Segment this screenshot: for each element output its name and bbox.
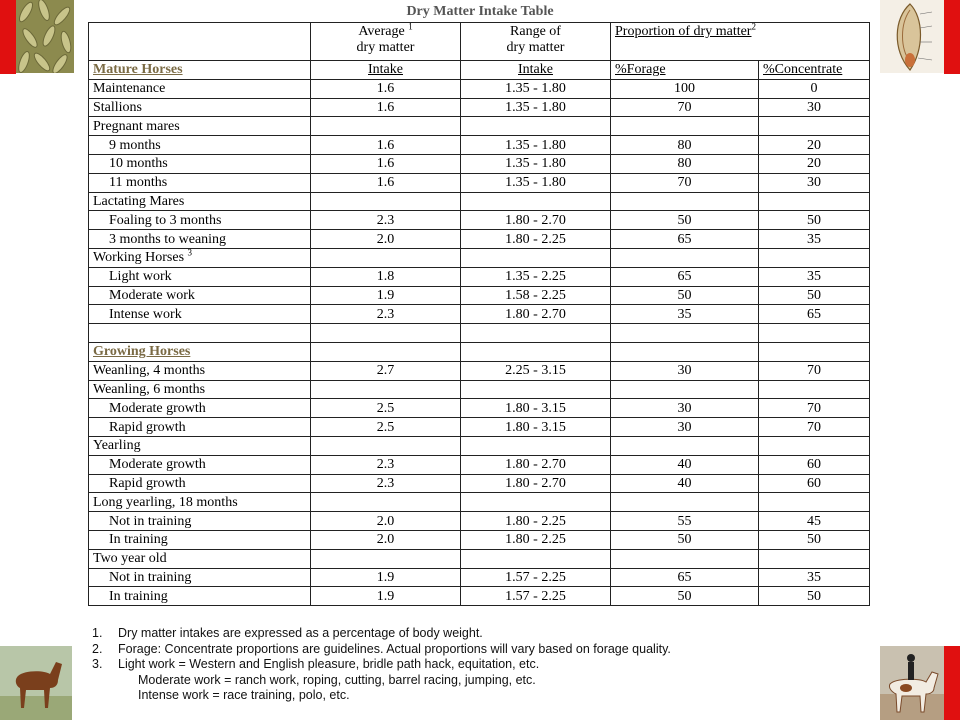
- intake-range-cell: 1.80 - 2.25: [461, 230, 611, 249]
- row-label: Not in training: [89, 568, 311, 587]
- concentrate-cell: 35: [759, 230, 870, 249]
- horse-photo: [0, 646, 72, 720]
- concentrate-cell: 70: [759, 361, 870, 380]
- footnote-number: 2.: [92, 641, 103, 656]
- intake-range-cell: [461, 380, 611, 399]
- table-row: [89, 380, 870, 399]
- avg-intake-cell: 1.6: [311, 173, 461, 192]
- row-label: Weanling, 4 months: [89, 361, 311, 380]
- dry-matter-intake-table: [88, 22, 870, 606]
- concentrate-cell: 50: [759, 587, 870, 606]
- table-row: [89, 117, 870, 136]
- avg-intake-cell: 1.6: [311, 136, 461, 155]
- table-row: [89, 154, 870, 173]
- row-label: In training: [89, 530, 311, 549]
- concentrate-cell: 20: [759, 154, 870, 173]
- concentrate-cell: 50: [759, 211, 870, 230]
- blank-cell: [759, 324, 870, 343]
- forage-cell: [611, 192, 759, 211]
- avg-intake-cell: [311, 549, 461, 568]
- row-label: Rapid growth: [89, 418, 311, 437]
- blank-cell: [89, 324, 311, 343]
- intake-range-cell: 1.35 - 1.80: [461, 79, 611, 98]
- table-row: [89, 230, 870, 249]
- footnote-text: Light work = Western and English pleasure, bridle path hack, equitation, etc.: [118, 657, 540, 671]
- footnotes: [92, 626, 671, 704]
- table-row: [89, 399, 870, 418]
- avg-intake-cell: 2.0: [311, 530, 461, 549]
- header-average: Average $^1$ dry matter: [311, 23, 461, 61]
- intake-range-cell: 1.80 - 2.70: [461, 305, 611, 324]
- table-row: [89, 136, 870, 155]
- row-label: Lactating Mares: [89, 192, 311, 211]
- section-heading-cell: [89, 342, 311, 361]
- avg-intake-cell: 2.5: [311, 418, 461, 437]
- forage-cell: 65: [611, 230, 759, 249]
- concentrate-cell: 60: [759, 474, 870, 493]
- intake-range-cell: 1.80 - 2.70: [461, 474, 611, 493]
- table-title: Dry Matter Intake Table: [406, 4, 554, 19]
- row-label: Working Horses $^3$: [89, 248, 311, 267]
- table-row: [89, 493, 870, 512]
- concentrate-cell: 30: [759, 98, 870, 117]
- table-row: [89, 549, 870, 568]
- intake-range-cell: [461, 248, 611, 267]
- concentrate-cell: 45: [759, 512, 870, 531]
- table-row: [89, 192, 870, 211]
- rider-on-horse-photo: [880, 646, 944, 720]
- concentrate-cell: [759, 380, 870, 399]
- table-row: [89, 530, 870, 549]
- blank-cell: [759, 342, 870, 361]
- section-row-growing: [89, 342, 870, 361]
- avg-intake-cell: [311, 192, 461, 211]
- forage-cell: 50: [611, 211, 759, 230]
- concentrate-cell: 60: [759, 455, 870, 474]
- intake-range-cell: 1.35 - 2.25: [461, 267, 611, 286]
- intake-range-cell: 2.25 - 3.15: [461, 361, 611, 380]
- concentrate-cell: 70: [759, 418, 870, 437]
- intake-range-cell: [461, 493, 611, 512]
- avg-intake-cell: 1.8: [311, 267, 461, 286]
- avg-intake-cell: 1.9: [311, 568, 461, 587]
- forage-cell: [611, 493, 759, 512]
- footnote-item: [92, 626, 671, 642]
- avg-intake-cell: 1.6: [311, 154, 461, 173]
- blank-cell: [311, 342, 461, 361]
- forage-cell: 100: [611, 79, 759, 98]
- intake-range-cell: 1.35 - 1.80: [461, 98, 611, 117]
- concentrate-cell: 50: [759, 530, 870, 549]
- table-row: [89, 587, 870, 606]
- intake-range-cell: 1.35 - 1.80: [461, 154, 611, 173]
- footnote-text: Forage: Concentrate proportions are guidelines. Actual proportions will vary based on forage quality.: [118, 641, 671, 656]
- avg-intake-cell: 1.6: [311, 98, 461, 117]
- row-label: Light work: [89, 267, 311, 286]
- footnote-text: Dry matter intakes are expressed as a percentage of body weight.: [118, 626, 483, 640]
- row-label: 9 months: [89, 136, 311, 155]
- avg-intake-cell: [311, 436, 461, 455]
- forage-cell: [611, 380, 759, 399]
- intake-range-cell: 1.58 - 2.25: [461, 286, 611, 305]
- forage-cell: 50: [611, 286, 759, 305]
- forage-cell: 55: [611, 512, 759, 531]
- avg-intake-cell: 2.3: [311, 455, 461, 474]
- forage-cell: 40: [611, 474, 759, 493]
- avg-intake-cell: [311, 380, 461, 399]
- forage-cell: 35: [611, 305, 759, 324]
- forage-cell: 65: [611, 568, 759, 587]
- section-heading-growing: Growing Horses: [93, 344, 191, 360]
- header-range: Range of dry matter: [461, 23, 611, 61]
- header-row: [89, 23, 870, 61]
- row-label: Stallions: [89, 98, 311, 117]
- forage-cell: 50: [611, 587, 759, 606]
- avg-intake-cell: 2.0: [311, 512, 461, 531]
- avg-intake-cell: 2.5: [311, 399, 461, 418]
- forage-cell: 30: [611, 361, 759, 380]
- forage-cell: 80: [611, 154, 759, 173]
- concentrate-cell: [759, 493, 870, 512]
- avg-intake-cell: 1.9: [311, 587, 461, 606]
- forage-cell: [611, 248, 759, 267]
- header-intake-range: Intake: [518, 62, 553, 78]
- row-label: In training: [89, 587, 311, 606]
- forage-cell: [611, 117, 759, 136]
- table-row: [89, 173, 870, 192]
- row-label: Not in training: [89, 512, 311, 531]
- concentrate-cell: 35: [759, 568, 870, 587]
- forage-cell: 40: [611, 455, 759, 474]
- table-row: [89, 568, 870, 587]
- intake-range-cell: 1.57 - 2.25: [461, 568, 611, 587]
- forage-cell: [611, 549, 759, 568]
- header-forage: %Forage: [615, 62, 666, 78]
- table-row: [89, 248, 870, 267]
- row-label: Pregnant mares: [89, 117, 311, 136]
- intake-range-cell: 1.35 - 1.80: [461, 136, 611, 155]
- avg-intake-cell: 2.3: [311, 474, 461, 493]
- avg-intake-cell: 1.6: [311, 79, 461, 98]
- row-label: Intense work: [89, 305, 311, 324]
- forage-cell: 80: [611, 136, 759, 155]
- row-label: Foaling to 3 months: [89, 211, 311, 230]
- subheader-row: [89, 61, 870, 80]
- section-heading-mature: Mature Horses: [93, 62, 183, 78]
- intake-range-cell: 1.80 - 3.15: [461, 399, 611, 418]
- concentrate-cell: [759, 117, 870, 136]
- concentrate-cell: [759, 436, 870, 455]
- header-blank-cell: [89, 23, 311, 61]
- intake-range-cell: 1.35 - 1.80: [461, 173, 611, 192]
- header-concentrate: %Concentrate: [763, 62, 843, 78]
- blank-cell: [461, 342, 611, 361]
- blank-cell: [611, 324, 759, 343]
- row-label: 11 months: [89, 173, 311, 192]
- concentrate-cell: [759, 549, 870, 568]
- intake-range-cell: [461, 117, 611, 136]
- forage-cell: 70: [611, 98, 759, 117]
- intake-range-cell: 1.80 - 2.25: [461, 530, 611, 549]
- row-label: Long yearling, 18 months: [89, 493, 311, 512]
- row-label: Yearling: [89, 436, 311, 455]
- avg-intake-cell: [311, 117, 461, 136]
- avg-intake-cell: 1.9: [311, 286, 461, 305]
- avg-intake-cell: 2.0: [311, 230, 461, 249]
- concentrate-cell: 35: [759, 267, 870, 286]
- table-row: [89, 211, 870, 230]
- footnote-item: Moderate work = ranch work, roping, cutting, barrel racing, jumping, etc.: [138, 672, 536, 687]
- row-label: 10 months: [89, 154, 311, 173]
- table-row: [89, 436, 870, 455]
- avg-intake-cell: [311, 493, 461, 512]
- table-row: [89, 418, 870, 437]
- table-row: [89, 79, 870, 98]
- table-row: [89, 267, 870, 286]
- table-row: [89, 474, 870, 493]
- concentrate-cell: 65: [759, 305, 870, 324]
- avg-intake-cell: [311, 248, 461, 267]
- table-row: [89, 305, 870, 324]
- forage-cell: 70: [611, 173, 759, 192]
- blank-cell: [311, 324, 461, 343]
- forage-cell: 65: [611, 267, 759, 286]
- intake-range-cell: 1.80 - 2.25: [461, 512, 611, 531]
- intake-range-cell: [461, 192, 611, 211]
- footnote-number: 3.: [92, 657, 103, 671]
- table-row: [89, 512, 870, 531]
- intake-range-cell: [461, 436, 611, 455]
- concentrate-cell: [759, 192, 870, 211]
- forage-cell: 30: [611, 418, 759, 437]
- table-row: [89, 361, 870, 380]
- row-label: Moderate growth: [89, 399, 311, 418]
- row-label: Moderate growth: [89, 455, 311, 474]
- forage-cell: [611, 436, 759, 455]
- row-label: Two year old: [89, 549, 311, 568]
- footnote-item: [92, 642, 671, 658]
- blank-cell: [611, 342, 759, 361]
- intake-range-cell: [461, 549, 611, 568]
- table-row: [89, 98, 870, 117]
- header-proportion: Proportion of dry matter$^2$: [611, 23, 870, 61]
- forage-cell: 30: [611, 399, 759, 418]
- forage-cell: 50: [611, 530, 759, 549]
- header-intake-avg: Intake: [368, 62, 403, 78]
- footnote-number: 1.: [92, 626, 103, 640]
- footnote-item: [92, 657, 671, 673]
- red-accent-bar-bottom-right: [944, 646, 960, 720]
- row-label: Weanling, 6 months: [89, 380, 311, 399]
- row-label: Moderate work: [89, 286, 311, 305]
- row-label: Rapid growth: [89, 474, 311, 493]
- concentrate-cell: 50: [759, 286, 870, 305]
- intake-range-cell: 1.80 - 2.70: [461, 455, 611, 474]
- concentrate-cell: 0: [759, 79, 870, 98]
- blank-cell: [461, 324, 611, 343]
- spacer-row: [89, 324, 870, 343]
- avg-intake-cell: 2.7: [311, 361, 461, 380]
- row-label: 3 months to weaning: [89, 230, 311, 249]
- row-label: Maintenance: [89, 79, 311, 98]
- table-row: [89, 455, 870, 474]
- table-row: [89, 286, 870, 305]
- concentrate-cell: 30: [759, 173, 870, 192]
- footnote-item: Intense work = race training, polo, etc.: [138, 688, 350, 702]
- intake-range-cell: 1.80 - 3.15: [461, 418, 611, 437]
- intake-range-cell: 1.80 - 2.70: [461, 211, 611, 230]
- avg-intake-cell: 2.3: [311, 305, 461, 324]
- concentrate-cell: [759, 248, 870, 267]
- concentrate-cell: 20: [759, 136, 870, 155]
- concentrate-cell: 70: [759, 399, 870, 418]
- avg-intake-cell: 2.3: [311, 211, 461, 230]
- intake-range-cell: 1.57 - 2.25: [461, 587, 611, 606]
